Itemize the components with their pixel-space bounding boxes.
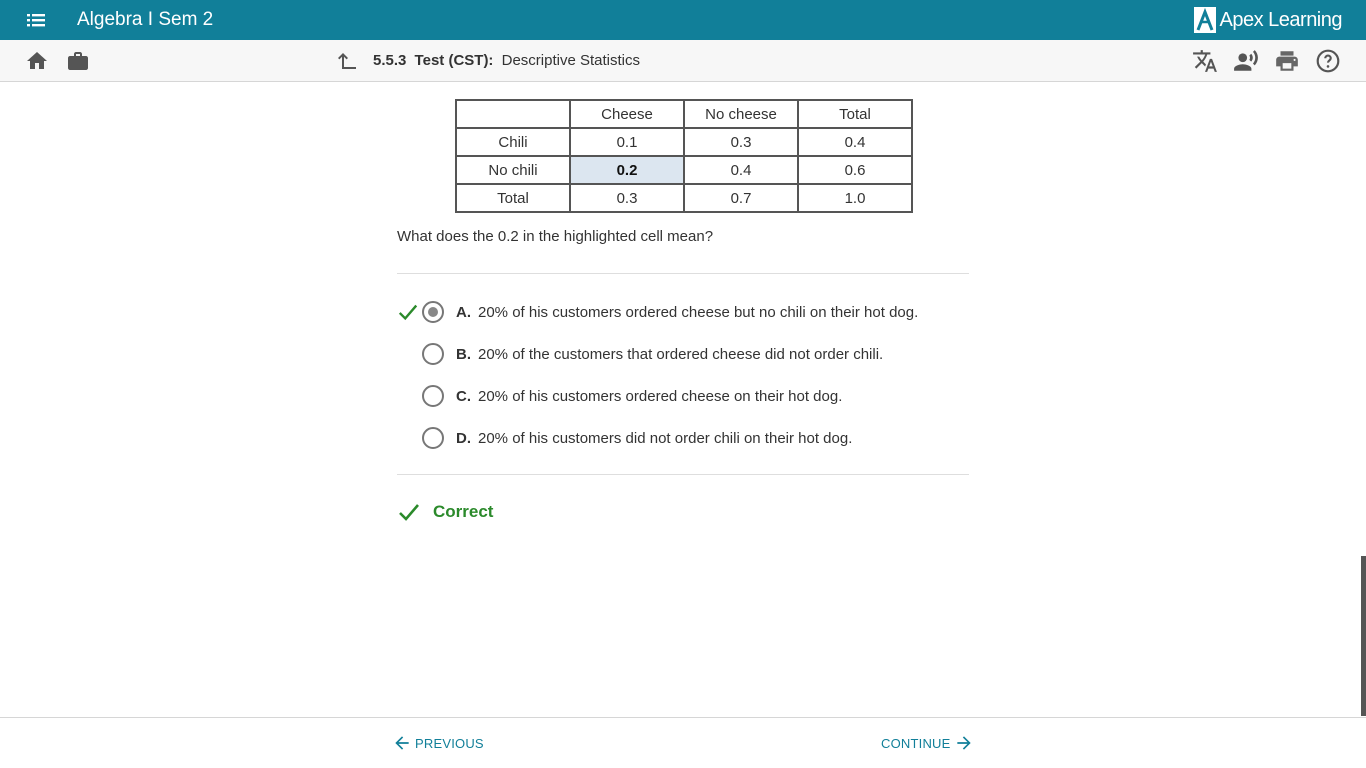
help-icon[interactable] <box>1313 46 1343 76</box>
question-text: What does the 0.2 in the highlighted cell mean? <box>397 228 714 245</box>
choice-letter: A. <box>456 303 471 321</box>
course-title: Algebra I Sem 2 <box>77 9 214 30</box>
translate-icon[interactable] <box>1190 46 1220 76</box>
two-way-frequency-table <box>455 99 913 213</box>
check-slot <box>397 339 422 369</box>
section-number: 5.5.3 <box>373 52 407 69</box>
table-cell: 0.7 <box>684 184 798 212</box>
choice-letter: D. <box>456 429 471 447</box>
choice-a[interactable] <box>397 297 969 327</box>
table-cell: 0.3 <box>570 184 684 212</box>
table-cell: 0.4 <box>798 128 912 156</box>
radio-selected[interactable] <box>422 301 444 323</box>
divider <box>397 273 969 274</box>
table-header-cell <box>456 100 570 128</box>
table-cell: No chili <box>456 156 570 184</box>
previous-label: PREVIOUS <box>415 735 484 751</box>
table-cell: 0.3 <box>684 128 798 156</box>
scrollbar-thumb[interactable] <box>1361 556 1366 716</box>
choice-d[interactable] <box>397 423 969 453</box>
choice-text: 20% of his customers did not order chili on their hot dog. <box>478 429 853 447</box>
choice-text: 20% of the customers that ordered cheese did not order chili. <box>478 345 884 363</box>
table-header-cell: Cheese <box>570 100 684 128</box>
continue-label: CONTINUE <box>881 735 951 751</box>
table-cell: 0.1 <box>570 128 684 156</box>
correct-check-icon <box>397 500 421 524</box>
check-icon <box>397 297 422 327</box>
print-icon[interactable] <box>1272 46 1302 76</box>
apex-logo <box>1193 6 1342 34</box>
activity-toolbar <box>0 40 1366 82</box>
table-header-cell: Total <box>798 100 912 128</box>
table-cell: 0.6 <box>798 156 912 184</box>
read-aloud-icon[interactable] <box>1231 46 1261 76</box>
choice-c[interactable] <box>397 381 969 411</box>
choice-b[interactable] <box>397 339 969 369</box>
choice-letter: B. <box>456 345 471 363</box>
table-row <box>456 128 912 156</box>
table-row <box>456 184 912 212</box>
table-row <box>456 156 912 184</box>
activity-title: Descriptive Statistics <box>501 52 640 69</box>
highlighted-cell: 0.2 <box>570 156 684 184</box>
check-slot <box>397 381 422 411</box>
apex-logo-icon <box>1193 6 1217 34</box>
table-header-row <box>456 100 912 128</box>
feedback-label: Correct <box>433 502 494 521</box>
app-header <box>0 0 1366 40</box>
feedback <box>397 498 493 526</box>
table-header-cell: No cheese <box>684 100 798 128</box>
footer-nav <box>0 717 1366 768</box>
brand-name: Apex Learning <box>1219 8 1342 31</box>
choice-text: 20% of his customers ordered cheese but no chili on their hot dog. <box>478 303 919 321</box>
radio-button[interactable] <box>422 343 444 365</box>
radio-dot <box>428 307 438 317</box>
continue-button[interactable] <box>881 733 974 753</box>
arrow-left-icon <box>392 733 412 753</box>
table-cell: Total <box>456 184 570 212</box>
arrow-up-left-icon[interactable] <box>332 46 362 76</box>
previous-button[interactable] <box>392 733 484 753</box>
breadcrumb <box>373 52 640 69</box>
divider <box>397 474 969 475</box>
table-cell: 0.4 <box>684 156 798 184</box>
activity-type: Test (CST): <box>414 52 494 69</box>
table-cell: 1.0 <box>798 184 912 212</box>
choice-text: 20% of his customers ordered cheese on their hot dog. <box>478 387 843 405</box>
home-icon[interactable] <box>22 46 52 76</box>
choice-letter: C. <box>456 387 471 405</box>
briefcase-icon[interactable] <box>63 46 93 76</box>
arrow-right-icon <box>954 733 974 753</box>
check-slot <box>397 423 422 453</box>
list-menu-icon[interactable] <box>22 8 50 32</box>
radio-button[interactable] <box>422 385 444 407</box>
table-cell: Chili <box>456 128 570 156</box>
radio-button[interactable] <box>422 427 444 449</box>
